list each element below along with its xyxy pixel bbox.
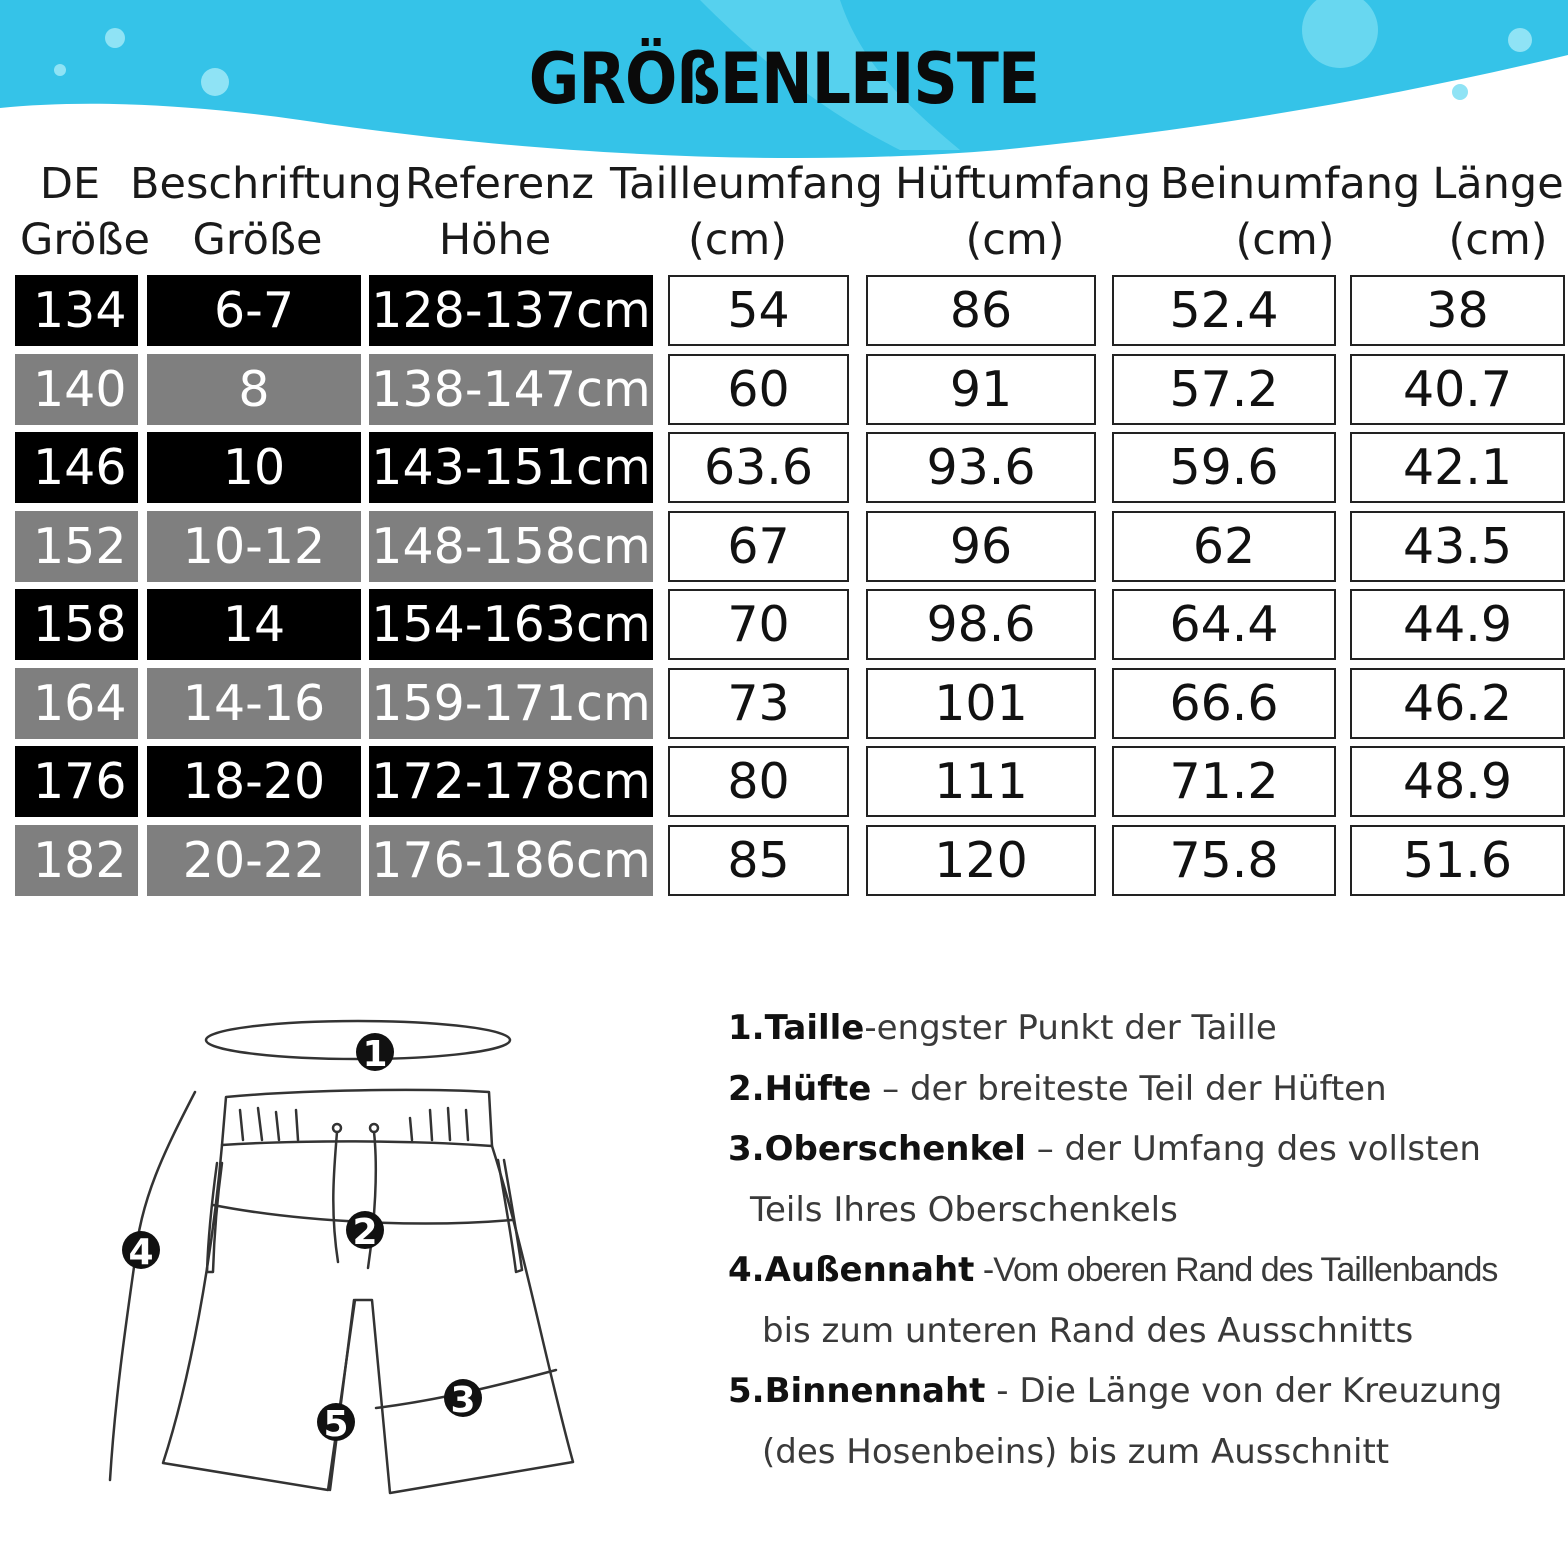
- cell-length: 44.9: [1350, 589, 1565, 660]
- cell-label-size: 14-16: [147, 668, 361, 739]
- column-header-label-size: Beschriftung Größe: [130, 159, 402, 265]
- cell-hip: 91: [866, 354, 1096, 425]
- column-header-de-size: DE Größe: [20, 159, 150, 265]
- svg-text:5: 5: [323, 1404, 349, 1445]
- cell-label-size: 6-7: [147, 275, 361, 346]
- measurement-legend: [728, 998, 1548, 1482]
- cell-hip: 120: [866, 825, 1096, 896]
- cell-de-size: 158: [15, 589, 138, 660]
- legend-item-4: 4.Außennaht -Vom oberen Rand des Taillenbands: [728, 1250, 1498, 1290]
- cell-length: 42.1: [1350, 432, 1565, 503]
- cell-waist: 63.6: [668, 432, 849, 503]
- cell-de-size: 164: [15, 668, 138, 739]
- svg-text:2: 2: [352, 1212, 378, 1253]
- cell-label-size: 20-22: [147, 825, 361, 896]
- cell-leg: 62: [1112, 511, 1336, 582]
- shorts-measurement-diagram: [90, 1005, 590, 1505]
- cell-label-size: 8: [147, 354, 361, 425]
- cell-length: 38: [1350, 275, 1565, 346]
- legend-item-5: 5.Binnennaht - Die Länge von der Kreuzung: [728, 1371, 1503, 1411]
- cell-hip: 86: [866, 275, 1096, 346]
- cell-length: 40.7: [1350, 354, 1565, 425]
- cell-hip: 98.6: [866, 589, 1096, 660]
- cell-waist: 80: [668, 746, 849, 817]
- cell-length: 43.5: [1350, 511, 1565, 582]
- cell-waist: 70: [668, 589, 849, 660]
- legend-item-3-continued: Teils Ihres Oberschenkels: [750, 1189, 1178, 1230]
- cell-leg: 52.4: [1112, 275, 1336, 346]
- cell-reference-height: 154-163cm: [369, 589, 653, 660]
- cell-leg: 64.4: [1112, 589, 1336, 660]
- cell-waist: 60: [668, 354, 849, 425]
- outseam-line-icon: [110, 1092, 195, 1480]
- cell-hip: 96: [866, 511, 1096, 582]
- cell-de-size: 152: [15, 511, 138, 582]
- svg-text:4: 4: [128, 1232, 154, 1273]
- cell-length: 51.6: [1350, 825, 1565, 896]
- cell-hip: 101: [866, 668, 1096, 739]
- cell-de-size: 176: [15, 746, 138, 817]
- cell-waist: 85: [668, 825, 849, 896]
- cell-waist: 73: [668, 668, 849, 739]
- cell-waist: 67: [668, 511, 849, 582]
- cell-leg: 75.8: [1112, 825, 1336, 896]
- column-header-waist: Tailleumfang (cm): [610, 159, 883, 265]
- column-header-reference-height: Referenz Höhe: [405, 159, 595, 265]
- cell-reference-height: 159-171cm: [369, 668, 653, 739]
- cell-de-size: 134: [15, 275, 138, 346]
- cell-label-size: 10: [147, 432, 361, 503]
- cell-reference-height: 172-178cm: [369, 746, 653, 817]
- cell-label-size: 14: [147, 589, 361, 660]
- column-header-length: Länge (cm): [1432, 159, 1564, 265]
- column-header-leg: Beinumfang (cm): [1160, 159, 1421, 265]
- cell-reference-height: 143-151cm: [369, 432, 653, 503]
- cell-de-size: 146: [15, 432, 138, 503]
- cell-reference-height: 176-186cm: [369, 825, 653, 896]
- legend-item-1: 1.Taille-engster Punkt der Taille: [728, 1008, 1277, 1048]
- cell-label-size: 10-12: [147, 511, 361, 582]
- cell-waist: 54: [668, 275, 849, 346]
- marker-1-icon: [356, 1033, 394, 1075]
- marker-5-icon: [317, 1403, 355, 1445]
- svg-text:1: 1: [362, 1034, 388, 1075]
- cell-leg: 71.2: [1112, 746, 1336, 817]
- cell-reference-height: 148-158cm: [369, 511, 653, 582]
- cell-length: 48.9: [1350, 746, 1565, 817]
- page-title: GRÖßENLEISTE: [528, 38, 1040, 120]
- cell-length: 46.2: [1350, 668, 1565, 739]
- cell-label-size: 18-20: [147, 746, 361, 817]
- legend-item-2: 2.Hüfte – der breiteste Teil der Hüften: [728, 1068, 1387, 1109]
- cell-de-size: 140: [15, 354, 138, 425]
- cell-leg: 57.2: [1112, 354, 1336, 425]
- cell-hip: 93.6: [866, 432, 1096, 503]
- cell-leg: 66.6: [1112, 668, 1336, 739]
- svg-text:3: 3: [450, 1380, 476, 1421]
- cell-reference-height: 128-137cm: [369, 275, 653, 346]
- marker-2-icon: [346, 1211, 384, 1253]
- legend-item-3: 3.Oberschenkel – der Umfang des vollsten: [728, 1129, 1481, 1169]
- marker-3-icon: [444, 1379, 482, 1421]
- cell-leg: 59.6: [1112, 432, 1336, 503]
- legend-item-5-continued: (des Hosenbeins) bis zum Ausschnitt: [762, 1431, 1390, 1472]
- cell-de-size: 182: [15, 825, 138, 896]
- cell-reference-height: 138-147cm: [369, 354, 653, 425]
- inseam-line-icon: [330, 1300, 354, 1490]
- marker-4-icon: [122, 1231, 160, 1273]
- legend-item-4-continued: bis zum unteren Rand des Ausschnitts: [762, 1310, 1414, 1351]
- column-header-hip: Hüftumfang (cm): [895, 159, 1152, 265]
- cell-hip: 111: [866, 746, 1096, 817]
